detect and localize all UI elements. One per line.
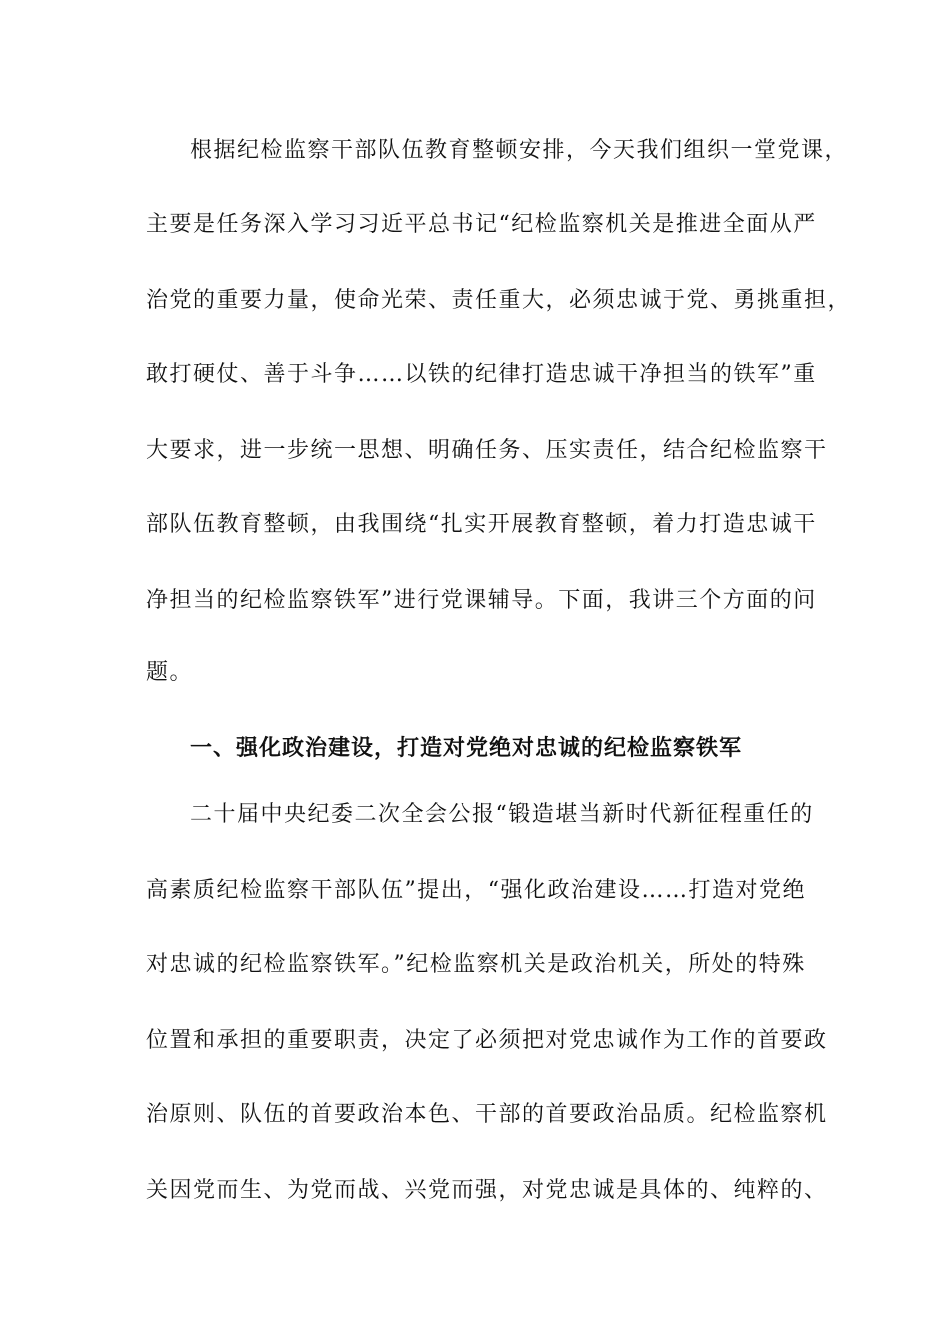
paragraph-1-line-7: 净担当的纪检监察铁军”进行党课辅导。下面，我讲三个方面的问 (146, 588, 817, 613)
paragraph-1-line-1: 根据纪检监察干部队伍教育整顿安排，今天我们组织一堂党课， (190, 138, 849, 163)
paragraph-2-line-2: 高素质纪检监察干部队伍”提出，“强化政治建设……打造对党绝 (146, 878, 806, 903)
paragraph-1-line-3: 治党的重要力量，使命光荣、责任重大，必须忠诚于党、勇挑重担， (146, 288, 852, 313)
paragraph-1-line-5: 大要求，进一步统一思想、明确任务、压实责任，结合纪检监察干 (146, 438, 828, 463)
paragraph-2-line-1: 二十届中央纪委二次全会公报“锻造堪当新时代新征程重任的 (190, 802, 814, 827)
paragraph-2-line-3: 对忠诚的纪检监察铁军。”纪检监察机关是政治机关，所处的特殊 (146, 952, 806, 977)
paragraph-1-line-8: 题。 (146, 660, 194, 685)
paragraph-1-line-2: 主要是任务深入学习习近平总书记“纪检监察机关是推进全面从严 (146, 212, 817, 237)
section-heading-1: 一、强化政治建设，打造对党绝对忠诚的纪检监察铁军 (190, 735, 743, 761)
paragraph-2-line-5: 治原则、队伍的首要政治本色、干部的首要政治品质。纪检监察机 (146, 1102, 828, 1127)
paragraph-1-line-4: 敢打硬仗、善于斗争……以铁的纪律打造忠诚干净担当的铁军”重 (146, 362, 817, 387)
paragraph-2-line-6: 关因党而生、为党而战、兴党而强，对党忠诚是具体的、纯粹的、 (146, 1178, 828, 1203)
paragraph-2-line-4: 位置和承担的重要职责，决定了必须把对党忠诚作为工作的首要政 (146, 1028, 828, 1053)
paragraph-1-line-6: 部队伍教育整顿，由我围绕“扎实开展教育整顿，着力打造忠诚干 (146, 512, 817, 537)
